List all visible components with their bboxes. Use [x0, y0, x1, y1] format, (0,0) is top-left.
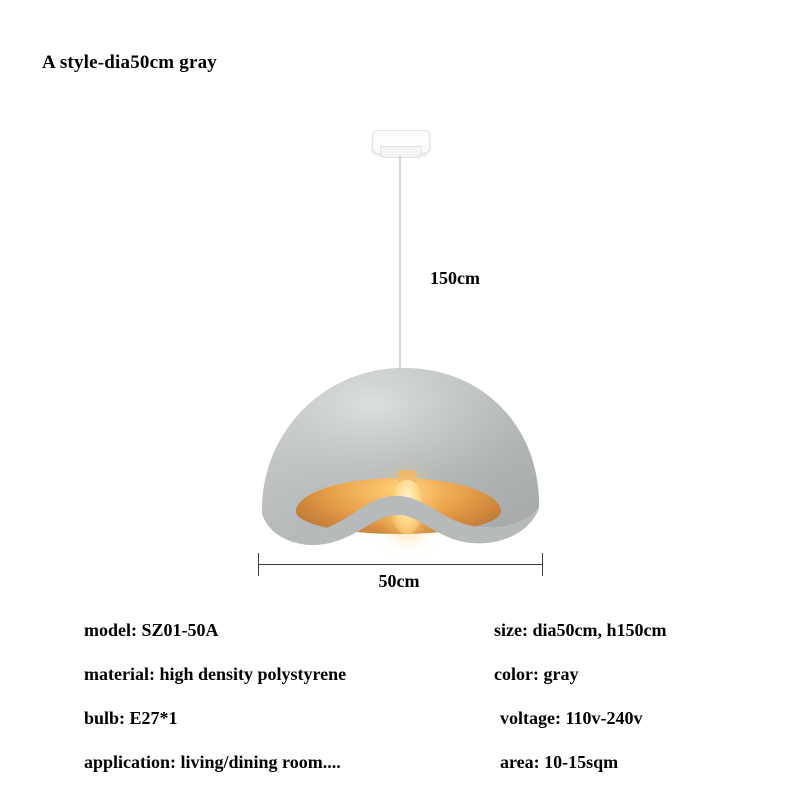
table-row: [0, 664, 800, 702]
suspension-cord: [399, 156, 401, 388]
page-title: A style-dia50cm gray: [42, 52, 217, 73]
width-dimension-line: [258, 564, 543, 565]
table-row: [0, 752, 800, 790]
shade-rim-front: [258, 366, 543, 556]
table-row: [0, 620, 800, 658]
canopy-plate: [380, 146, 422, 158]
spec-model: model: SZ01-50A: [84, 620, 219, 640]
table-row: [0, 708, 800, 746]
spec-bulb: bulb: E27*1: [84, 708, 178, 728]
width-dimension-label: [0, 571, 800, 592]
height-dimension-label: 150cm: [430, 268, 480, 288]
spec-material: material: high density polystyrene: [84, 664, 347, 684]
spec-area: area: 10-15sqm: [500, 752, 619, 772]
spec-color: color: gray: [494, 664, 579, 684]
lamp-shade: [258, 366, 543, 556]
spec-size: size: dia50cm, h150cm: [494, 620, 667, 640]
spec-voltage: voltage: 110v-240v: [500, 708, 643, 728]
spec-application: application: living/dining room....: [84, 752, 341, 772]
spec-table: [0, 620, 800, 800]
width-dimension-text: 50cm: [378, 571, 420, 591]
